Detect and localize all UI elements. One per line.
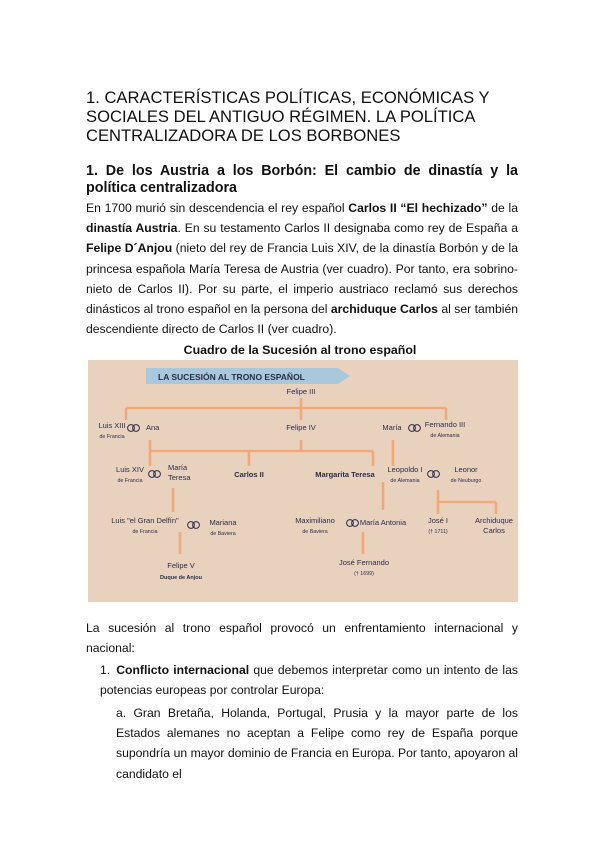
carlos-ii-label: Carlos II	[234, 470, 264, 479]
jose-fernando-label: José Fernando	[338, 558, 390, 567]
leopoldo-sublabel: de Alemania	[390, 478, 420, 484]
maximiliano-sublabel: de Baviera	[302, 529, 328, 535]
luis-xiii-label: Luis XIII	[98, 421, 126, 430]
margarita-teresa-label: Margarita Teresa	[315, 470, 375, 479]
maria-teresa-label-2: Teresa	[168, 473, 191, 482]
luis-xiv-sublabel: de Francia	[117, 478, 143, 484]
jose-i-sublabel: († 1711)	[428, 529, 448, 535]
mariana-label: Mariana	[209, 518, 237, 527]
ana-label: Ana	[146, 423, 160, 432]
fernando-iii-label: Fernando III	[424, 420, 466, 429]
luis-xiv-label: Luis XIV	[116, 465, 144, 474]
mariana-sublabel: de Baviera	[210, 531, 236, 537]
gran-delfin-label: Luis "el Gran Delfín"	[111, 516, 179, 525]
felipe-iv-label: Felipe IV	[286, 423, 316, 432]
leonor-sublabel: de Neuburgo	[450, 478, 482, 484]
jose-i-label: José I	[427, 516, 449, 525]
maria-teresa-label-1: María	[168, 463, 188, 472]
felipe-v-label: Felipe V	[167, 561, 195, 570]
list-item-international-conflict: 1. Conflicto internacional que debemos interpretar como un intento de las potencias europeas por controlar Europa:	[100, 660, 518, 700]
page-heading: 1. CARACTERÍSTICAS POLÍTICAS, ECONÓMICAS Y SOCIALES DEL ANTIGUO RÉGIMEN. LA POLÍTICA CENTRALIZADORA DE LOS BORBONES	[86, 88, 490, 145]
maria-label: María	[382, 423, 402, 432]
maria-antonia-label: María Antonia	[359, 518, 407, 527]
felipe-v-sublabel: Duque de Anjou	[160, 575, 202, 581]
list-subitem-a: a. Gran Bretaña, Holanda, Portugal, Prusia y la mayor parte de los Estados alemanes no aceptan a Felipe como rey de España porque supondría un mayor dominio de Francia en Europa. Por tanto, apoyaron al candidato el	[116, 706, 518, 781]
leopoldo-label: Leopoldo I	[387, 465, 423, 474]
luis-xiii-sublabel: de Francia	[99, 434, 125, 440]
leonor-label: Leonor	[454, 465, 478, 474]
archiduque-label-2: Carlos	[483, 526, 505, 535]
fernando-iii-sublabel: de Alemania	[430, 433, 460, 439]
succession-paragraph: La sucesión al trono español provocó un enfrentamiento internacional y nacional:	[86, 621, 518, 656]
felipe-iii-label: Felipe III	[286, 387, 316, 396]
banner-text: LA SUCESIÓN AL TRONO ESPAÑOL	[158, 372, 305, 382]
list-number: 1.	[100, 663, 111, 677]
succession-diagram	[88, 360, 518, 602]
gran-delfin-sublabel: de Francia	[132, 529, 158, 535]
diagram-caption: Cuadro de la Sucesión al trono español	[183, 343, 417, 357]
jose-fernando-sublabel: († 1699)	[354, 571, 374, 577]
intro-paragraph: En 1700 murió sin descendencia el rey español Carlos II “El hechizado” de la dinastía Austria. En su testamento Carlos II designaba como rey de España a Felipe D´Anjou (nieto del rey de Francia Luis XIV, de la dinastía Borbón y de la princesa española María Teresa de Austria (ver cuadro). Por tanto, era sobrino-nieto de Carlos II). Por su parte, el imperio austriaco reclamó sus derechos dinásticos al trono español en la persona del archiduque Carlos al ser también descendiente directo de Carlos II (ver cuadro).	[86, 201, 518, 337]
maximiliano-label: Maximiliano	[295, 516, 335, 525]
archiduque-label-1: Archiduque	[475, 516, 513, 525]
section-heading: 1. De los Austria a los Borbón: El cambio de dinastía y la política centralizadora	[86, 163, 518, 196]
